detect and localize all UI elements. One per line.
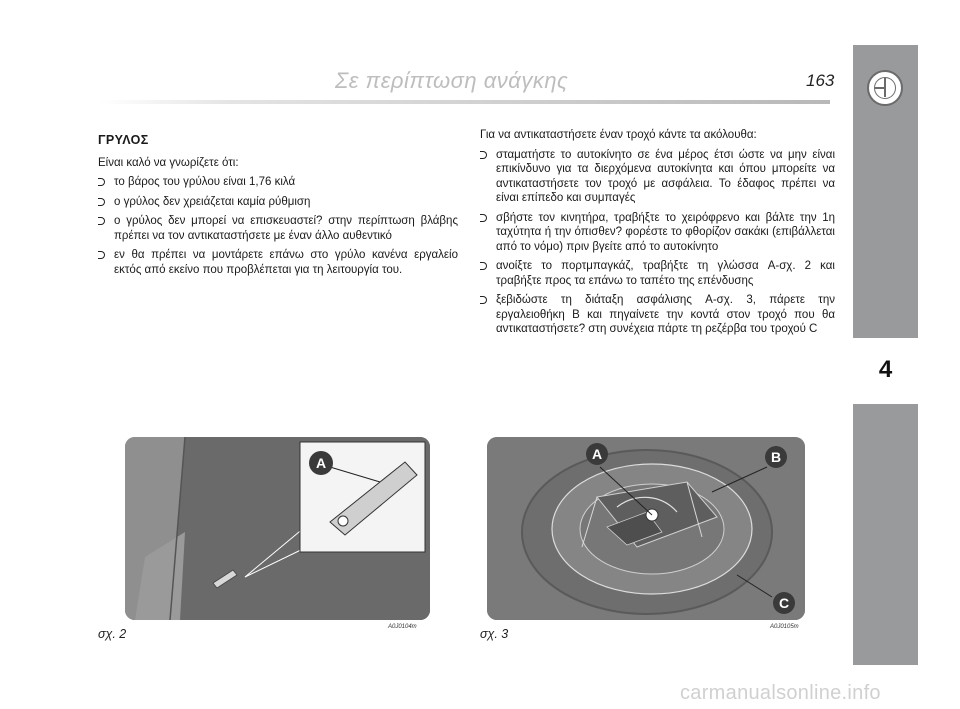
trunk-illustration (125, 437, 430, 620)
label-a: A (591, 446, 603, 462)
list-item: εν θα πρέπει να μοντάρετε επάνω στο γρύλο κανένα εργαλείο εκτός από εκείνο που προβλέπεται για τη λειτουργία του. (98, 248, 458, 277)
bullet-icon (98, 217, 105, 225)
left-bullet-list (98, 175, 458, 277)
figure-2-trunk-floor (125, 437, 430, 620)
left-column (98, 133, 458, 282)
figure-3-code: A0J0105m (770, 624, 799, 630)
list-item: ξεβιδώστε τη διάταξη ασφάλισης A-σχ. 3, πάρετε την εργαλειοθήκη B και πηγαίνετε την κοντά στον τροχό που θα αντικαταστήσετε? στη συνέχεια πάρτε τη ρεζέρβα του τροχού C (480, 293, 835, 337)
chapter-tab[interactable] (853, 335, 918, 407)
label-a: A (315, 455, 327, 471)
bullet-icon (98, 178, 105, 186)
logo-emblem (874, 77, 896, 99)
left-intro: Είναι καλό να γνωρίζετε ότι: (98, 156, 239, 169)
right-intro: Για να αντικαταστήσετε έναν τροχό κάντε τα ακόλουθα: (480, 129, 757, 141)
list-item: ο γρύλος δεν χρειάζεται καμία ρύθμιση (98, 195, 458, 210)
figure-3-spare-wheel (487, 437, 805, 620)
page-title: Σε περίπτωση ανάγκης (335, 68, 569, 93)
list-item: ο γρύλος δεν μπορεί να επισκευαστεί? στην περίπτωση βλάβης πρέπει να τον αντικαταστήσετε με έναν άλλο αυθεντικό (98, 214, 458, 243)
bullet-icon (480, 214, 487, 222)
list-item: σταματήστε το αυτοκίνητο σε ένα μέρος έτσι ώστε να μην είναι επικίνδυνο για τα διερχόμενα αυτοκίνητα και όπου μπορείτε να αντικαταστήσετε τον τροχό με ασφάλεια. Το έδαφος πρέπει να είναι επίπεδο και συμπαγές (480, 148, 835, 206)
list-item: ανοίξτε το πορτμπαγκάζ, τραβήξτε τη γλώσσα A-σχ. 2 και τραβήξτε προς τα επάνω το ταπέτο της επένδυσης (480, 259, 835, 288)
figure-2-caption: σχ. 2 (98, 627, 127, 641)
chapter-number: 4 (878, 356, 893, 383)
spare-wheel-illustration (487, 437, 805, 620)
label-c: C (778, 595, 790, 611)
figure-2-code: A0J0104m (388, 624, 417, 630)
bullet-icon (480, 151, 487, 159)
label-b: B (770, 449, 782, 465)
watermark: carmanualsonline.info (680, 682, 881, 704)
bullet-icon (480, 296, 487, 304)
right-bullet-list (480, 148, 835, 337)
bullet-icon (98, 198, 105, 206)
right-column (480, 128, 835, 342)
figure-3-caption: σχ. 3 (480, 627, 509, 641)
list-item: σβήστε τον κινητήρα, τραβήξτε το χειρόφρενο και βάλτε την 1η ταχύτητα ή την όπισθεν? φορέστε το φθορίζον σακάκι (επιβάλλεται από το νόμο) πριν βγείτε από το αυτοκίνητο (480, 211, 835, 255)
bullet-icon (480, 262, 487, 270)
header-rule (100, 100, 830, 104)
bullet-icon (98, 251, 105, 259)
alfa-romeo-logo-icon (867, 70, 903, 106)
page-number: 163 (806, 71, 835, 90)
list-item: το βάρος του γρύλου είναι 1,76 κιλά (98, 175, 458, 190)
section-heading: ΓΡΥΛΟΣ (98, 133, 149, 147)
